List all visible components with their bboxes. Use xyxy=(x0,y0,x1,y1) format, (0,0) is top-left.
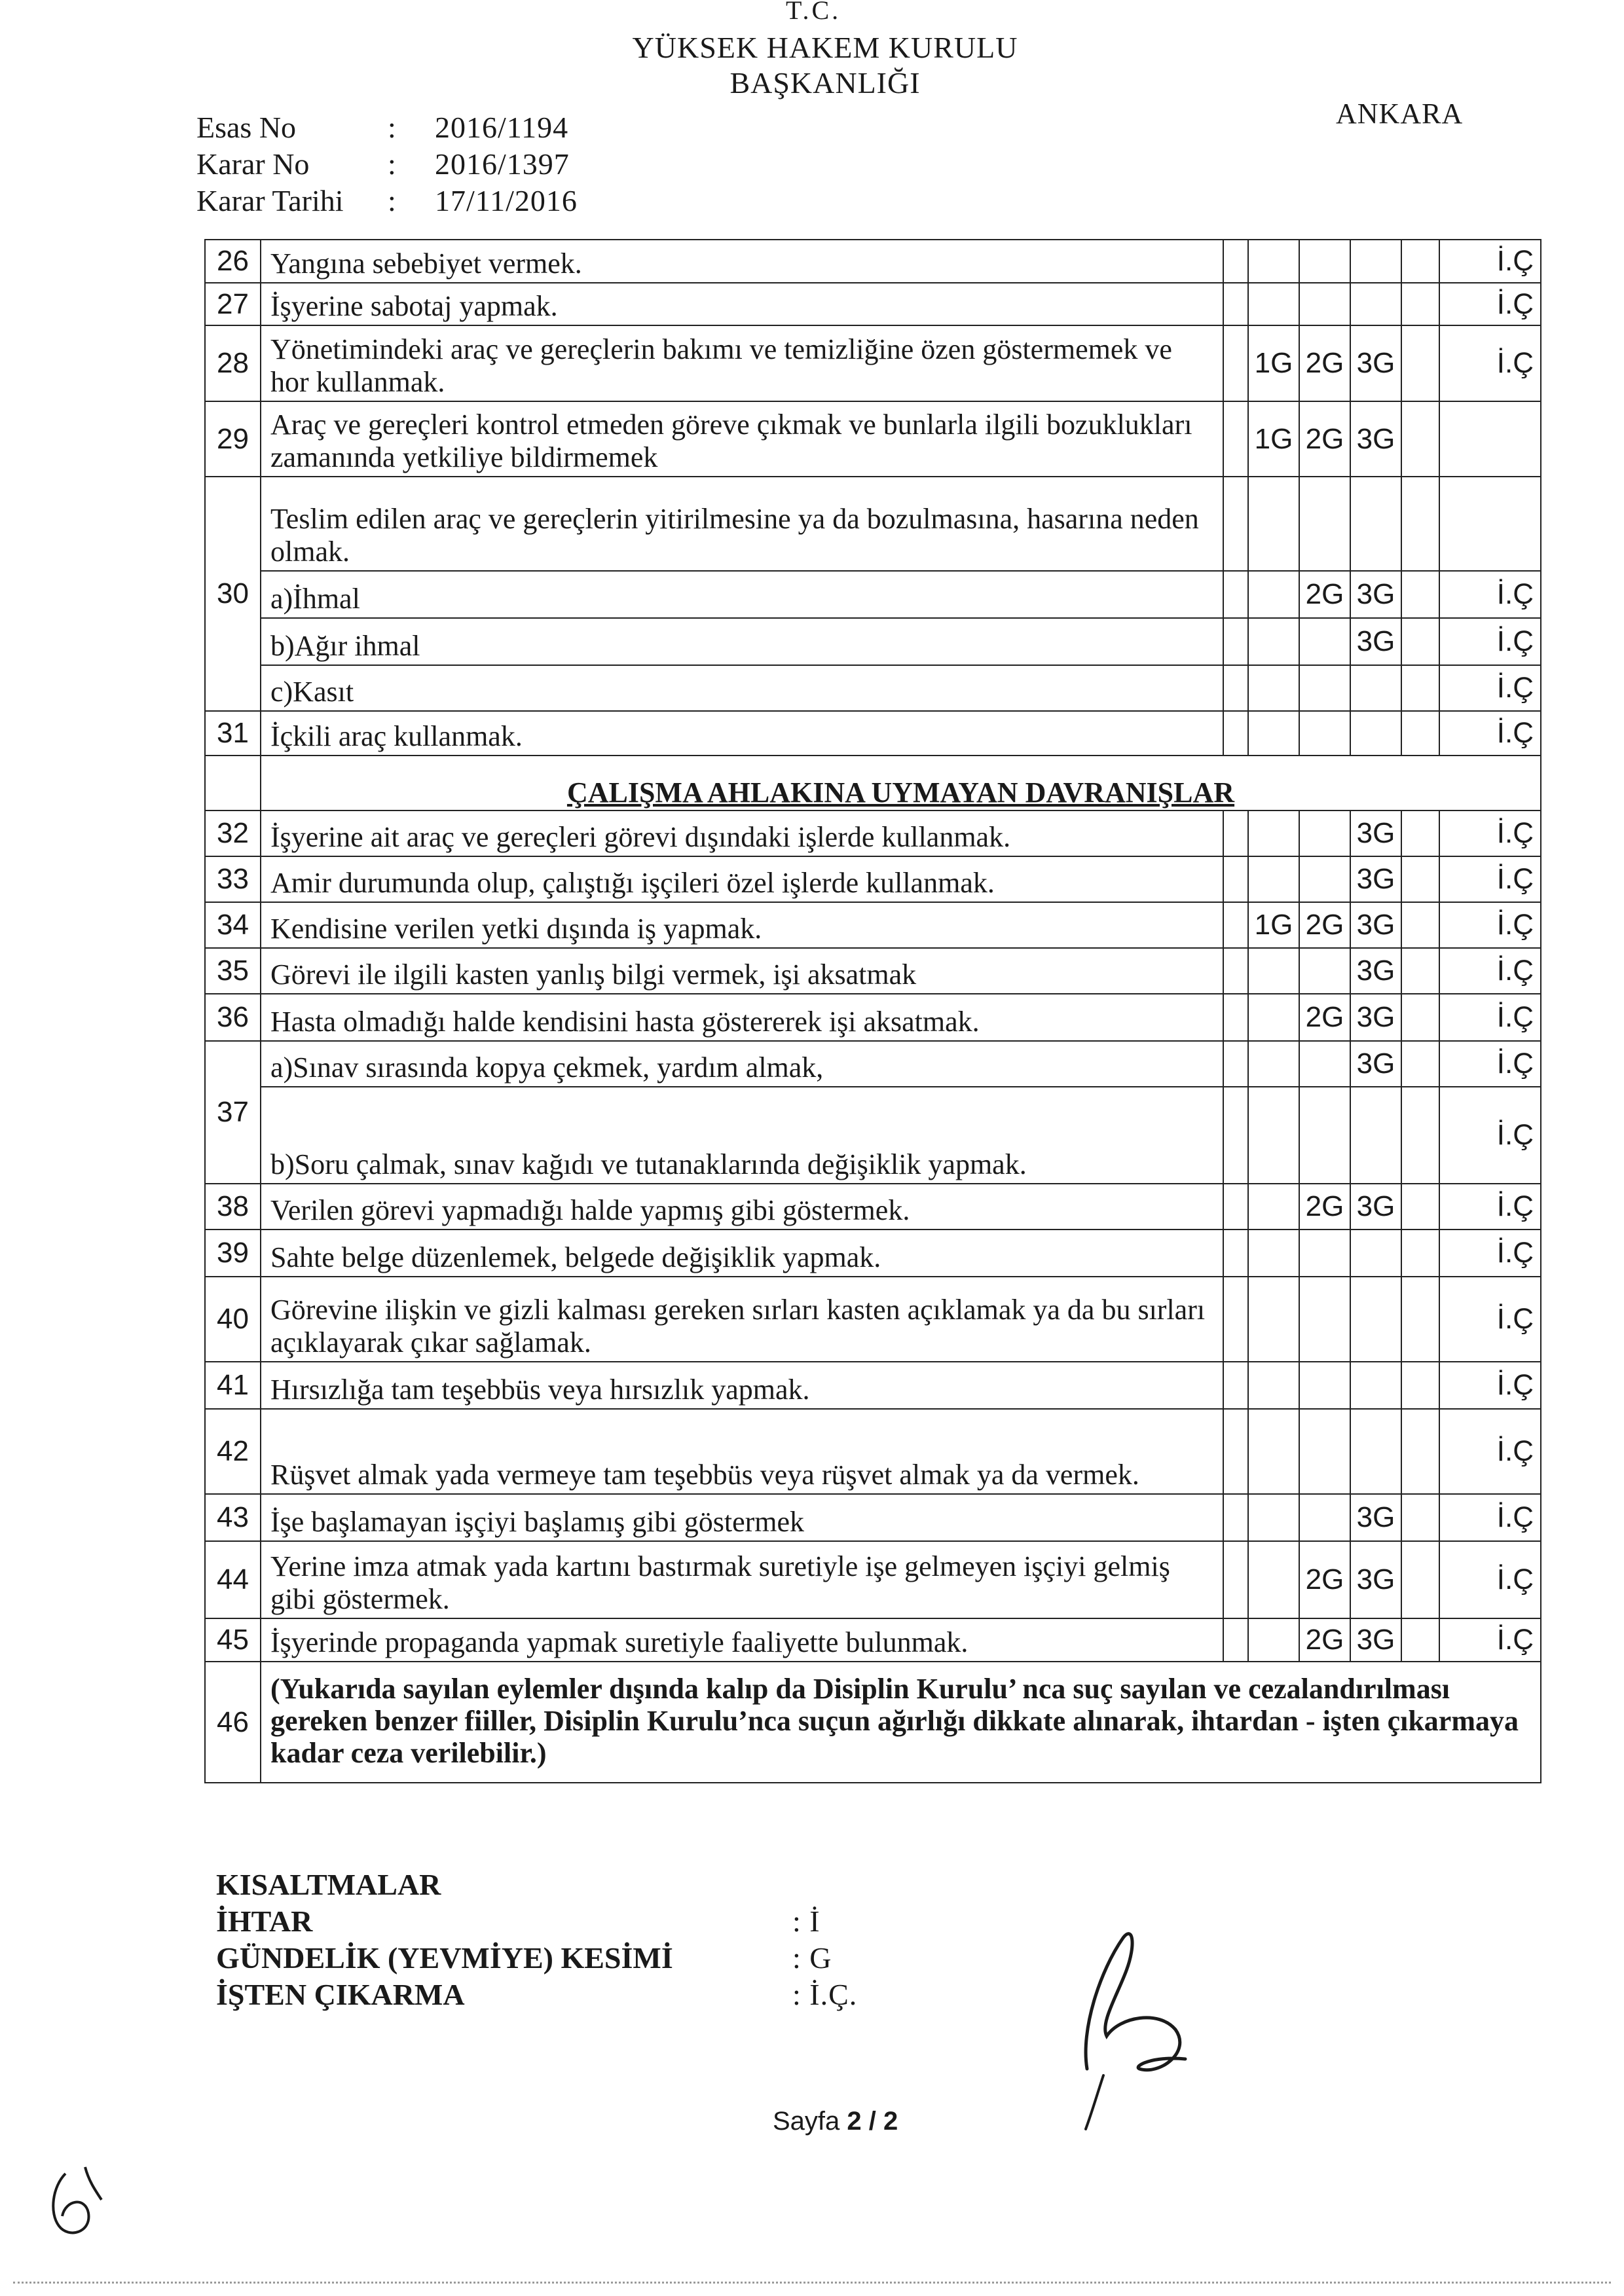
row-number: 39 xyxy=(205,1230,261,1277)
meta-colon: : xyxy=(388,184,396,217)
row-description: Teslim edilen araç ve gereçlerin yitirilmesine ya da bozulmasına, hasarına neden olmak. xyxy=(261,477,1223,571)
row-number: 40 xyxy=(205,1277,261,1362)
meta-label: Esas No xyxy=(196,111,297,144)
abbreviation-value: : İ.Ç. xyxy=(792,1978,858,2011)
table-row xyxy=(205,856,1541,902)
penalty-ic: İ.Ç xyxy=(1439,1041,1541,1087)
penalty-3g: 3G xyxy=(1350,1041,1401,1087)
meta-colon: : xyxy=(388,111,396,144)
table-row xyxy=(205,1041,1541,1087)
penalty-3g: 3G xyxy=(1350,1184,1401,1230)
abbreviation-value: : G xyxy=(792,1941,832,1975)
penalty-3g: 3G xyxy=(1350,1541,1401,1618)
page-label: Sayfa xyxy=(773,2107,840,2136)
city-label: ANKARA xyxy=(1336,98,1464,130)
penalty-ic: İ.Ç xyxy=(1439,1618,1541,1662)
row-description: Görevine ilişkin ve gizli kalması gereken sırları kasten açıklamak ya da bu sırları açıklayarak çıkar sağlamak. xyxy=(261,1277,1223,1362)
table-row xyxy=(205,948,1541,994)
row-number: 45 xyxy=(205,1618,261,1662)
page-count: 2 / 2 xyxy=(847,2107,898,2136)
penalty-1g: 1G xyxy=(1248,902,1299,948)
row-description: Hasta olmadığı halde kendisini hasta göstererek işi aksatmak. xyxy=(261,994,1223,1041)
row-number: 26 xyxy=(205,240,261,283)
table-row-note xyxy=(205,1662,1541,1783)
row-description: Araç ve gereçleri kontrol etmeden göreve çıkmak ve bunlarla ilgili bozuklukları zamanında yetkiliye bildirmemek xyxy=(261,401,1223,477)
table-subrow xyxy=(205,571,1541,618)
row-number: 43 xyxy=(205,1494,261,1541)
penalty-2g: 2G xyxy=(1299,1618,1350,1662)
table-row xyxy=(205,477,1541,571)
row-number: 46 xyxy=(205,1662,261,1783)
row-description: İşyerine sabotaj yapmak. xyxy=(261,283,1223,325)
penalty-ic: İ.Ç xyxy=(1439,1362,1541,1409)
scan-edge-divider xyxy=(13,2282,1611,2284)
penalty-2g: 2G xyxy=(1299,994,1350,1041)
penalty-3g: 3G xyxy=(1350,618,1401,665)
penalty-3g: 3G xyxy=(1350,1494,1401,1541)
row-number: 44 xyxy=(205,1541,261,1618)
row-description: Verilen görevi yapmadığı halde yapmış gibi göstermek. xyxy=(261,1184,1223,1230)
table-row xyxy=(205,1277,1541,1362)
abbreviation-item xyxy=(216,1941,857,1977)
table-row xyxy=(205,1618,1541,1662)
table-row xyxy=(205,401,1541,477)
table-row xyxy=(205,994,1541,1041)
penalty-ic: İ.Ç xyxy=(1439,325,1541,401)
table-row xyxy=(205,1184,1541,1230)
row-number: 35 xyxy=(205,948,261,994)
table-row xyxy=(205,1362,1541,1409)
row-description: İçkili araç kullanmak. xyxy=(261,711,1223,756)
row-description: b)Soru çalmak, sınav kağıdı ve tutanaklarında değişiklik yapmak. xyxy=(261,1087,1223,1184)
penalty-ic: İ.Ç xyxy=(1439,856,1541,902)
handwritten-signature xyxy=(1061,1918,1218,2134)
penalty-3g: 3G xyxy=(1350,994,1401,1041)
header-top-mark: T.C. xyxy=(786,0,841,25)
table-row xyxy=(205,325,1541,401)
table-row xyxy=(205,711,1541,756)
table-row xyxy=(205,283,1541,325)
row-description: Yangına sebebiyet vermek. xyxy=(261,240,1223,283)
table-row xyxy=(205,1541,1541,1618)
penalty-ic: İ.Ç xyxy=(1439,571,1541,618)
penalty-ic: İ.Ç xyxy=(1439,1494,1541,1541)
handwritten-mark xyxy=(39,2160,111,2246)
abbreviation-item xyxy=(216,1904,857,1941)
table-row xyxy=(205,1494,1541,1541)
institution-title: YÜKSEK HAKEM KURULU xyxy=(632,31,1018,64)
section-heading: ÇALIŞMA AHLAKINA UYMAYAN DAVRANIŞLAR xyxy=(261,756,1541,811)
penalty-1g: 1G xyxy=(1248,401,1299,477)
row-number: 41 xyxy=(205,1362,261,1409)
penalty-ic: İ.Ç xyxy=(1439,948,1541,994)
table-row xyxy=(205,902,1541,948)
penalty-3g: 3G xyxy=(1350,401,1401,477)
abbreviations xyxy=(216,1867,857,2014)
table-subrow xyxy=(205,1087,1541,1184)
penalty-ic: İ.Ç xyxy=(1439,902,1541,948)
row-number: 34 xyxy=(205,902,261,948)
abbreviations-title: KISALTMALAR xyxy=(216,1868,441,1901)
meta-value: 2016/1397 xyxy=(435,147,570,181)
meta-label: Karar Tarihi xyxy=(196,184,344,217)
case-meta xyxy=(196,110,578,220)
row-number: 28 xyxy=(205,325,261,401)
penalty-ic: İ.Ç xyxy=(1439,1541,1541,1618)
penalty-ic: İ.Ç xyxy=(1439,240,1541,283)
penalty-ic: İ.Ç xyxy=(1439,1277,1541,1362)
row-description: Hırsızlığa tam teşebbüs veya hırsızlık yapmak. xyxy=(261,1362,1223,1409)
penalty-3g: 3G xyxy=(1350,325,1401,401)
row-number: 27 xyxy=(205,283,261,325)
row-description: Yerine imza atmak yada kartını bastırmak suretiyle işe gelmeyen işçiyi gelmiş gibi göstermek. xyxy=(261,1541,1223,1618)
row-description: Görevi ile ilgili kasten yanlış bilgi vermek, işi aksatmak xyxy=(261,948,1223,994)
row-description: Rüşvet almak yada vermeye tam teşebbüs veya rüşvet almak ya da vermek. xyxy=(261,1409,1223,1494)
penalty-ic: İ.Ç xyxy=(1439,618,1541,665)
row-number: 29 xyxy=(205,401,261,477)
penalty-3g: 3G xyxy=(1350,1618,1401,1662)
row-description: İşyerinde propaganda yapmak suretiyle faaliyette bulunmak. xyxy=(261,1618,1223,1662)
row-number: 33 xyxy=(205,856,261,902)
penalty-1g: 1G xyxy=(1248,325,1299,401)
penalty-3g: 3G xyxy=(1350,856,1401,902)
row-description: İşe başlamayan işçiyi başlamış gibi göstermek xyxy=(261,1494,1223,1541)
penalty-ic: İ.Ç xyxy=(1439,283,1541,325)
penalty-3g: 3G xyxy=(1350,902,1401,948)
abbreviation-value: : İ xyxy=(792,1904,821,1938)
table-subrow xyxy=(205,665,1541,711)
row-description: a)İhmal xyxy=(261,571,1223,618)
meta-colon: : xyxy=(388,147,396,181)
penalty-3g: 3G xyxy=(1350,571,1401,618)
row-number: 36 xyxy=(205,994,261,1041)
abbreviation-item xyxy=(216,1977,857,2014)
table-row xyxy=(205,1409,1541,1494)
meta-value: 17/11/2016 xyxy=(435,184,578,217)
meta-row-karar xyxy=(196,147,578,183)
row-description: Kendisine verilen yetki dışında iş yapmak. xyxy=(261,902,1223,948)
row-description: b)Ağır ihmal xyxy=(261,618,1223,665)
penalty-2g: 2G xyxy=(1299,325,1350,401)
penalty-2g: 2G xyxy=(1299,1541,1350,1618)
penalty-3g: 3G xyxy=(1350,948,1401,994)
table-subrow xyxy=(205,618,1541,665)
row-number: 32 xyxy=(205,811,261,856)
row-number: 31 xyxy=(205,711,261,756)
row-description: İşyerine ait araç ve gereçleri görevi dışındaki işlerde kullanmak. xyxy=(261,811,1223,856)
abbreviation-label: İŞTEN ÇIKARMA xyxy=(216,1978,465,2011)
table-row xyxy=(205,811,1541,856)
penalty-table xyxy=(204,239,1541,1783)
meta-row-tarih xyxy=(196,183,578,220)
institution-subtitle: BAŞKANLIĞI xyxy=(729,66,921,100)
row-number: 38 xyxy=(205,1184,261,1230)
penalty-2g: 2G xyxy=(1299,902,1350,948)
penalty-ic: İ.Ç xyxy=(1439,711,1541,756)
meta-label: Karar No xyxy=(196,147,310,181)
table-row xyxy=(205,1230,1541,1277)
penalty-ic: İ.Ç xyxy=(1439,1184,1541,1230)
penalty-2g: 2G xyxy=(1299,401,1350,477)
row-description: Sahte belge düzenlemek, belgede değişiklik yapmak. xyxy=(261,1230,1223,1277)
penalty-ic: İ.Ç xyxy=(1439,994,1541,1041)
row-number: 42 xyxy=(205,1409,261,1494)
table-row xyxy=(205,240,1541,283)
abbreviation-label: GÜNDELİK (YEVMİYE) KESİMİ xyxy=(216,1941,673,1975)
row-number: 30 xyxy=(205,477,261,711)
penalty-ic: İ.Ç xyxy=(1439,811,1541,856)
section-row xyxy=(205,756,1541,811)
row-number: 37 xyxy=(205,1041,261,1184)
penalty-ic: İ.Ç xyxy=(1439,1087,1541,1184)
penalty-2g: 2G xyxy=(1299,571,1350,618)
row-description: Amir durumunda olup, çalıştığı işçileri özel işlerde kullanmak. xyxy=(261,856,1223,902)
general-note: (Yukarıda sayılan eylemler dışında kalıp da Disiplin Kurulu’ nca suç sayılan ve cezalandırılması gereken benzer fiiller, Disiplin Kurulu’nca suçun ağırlığı dikkate alınarak, ihtardan - işten çıkarmaya kadar ceza verilebilir.) xyxy=(261,1662,1541,1783)
penalty-ic: İ.Ç xyxy=(1439,1409,1541,1494)
penalty-ic: İ.Ç xyxy=(1439,1230,1541,1277)
row-description: a)Sınav sırasında kopya çekmek, yardım almak, xyxy=(261,1041,1223,1087)
abbreviation-label: İHTAR xyxy=(216,1904,313,1938)
meta-row-esas xyxy=(196,110,578,147)
page-number xyxy=(773,2107,898,2136)
penalty-3g: 3G xyxy=(1350,811,1401,856)
meta-value: 2016/1194 xyxy=(435,111,569,144)
penalty-ic: İ.Ç xyxy=(1439,665,1541,711)
row-description: c)Kasıt xyxy=(261,665,1223,711)
row-description: Yönetimindeki araç ve gereçlerin bakımı ve temizliğine özen göstermemek ve hor kullanmak. xyxy=(261,325,1223,401)
penalty-2g: 2G xyxy=(1299,1184,1350,1230)
